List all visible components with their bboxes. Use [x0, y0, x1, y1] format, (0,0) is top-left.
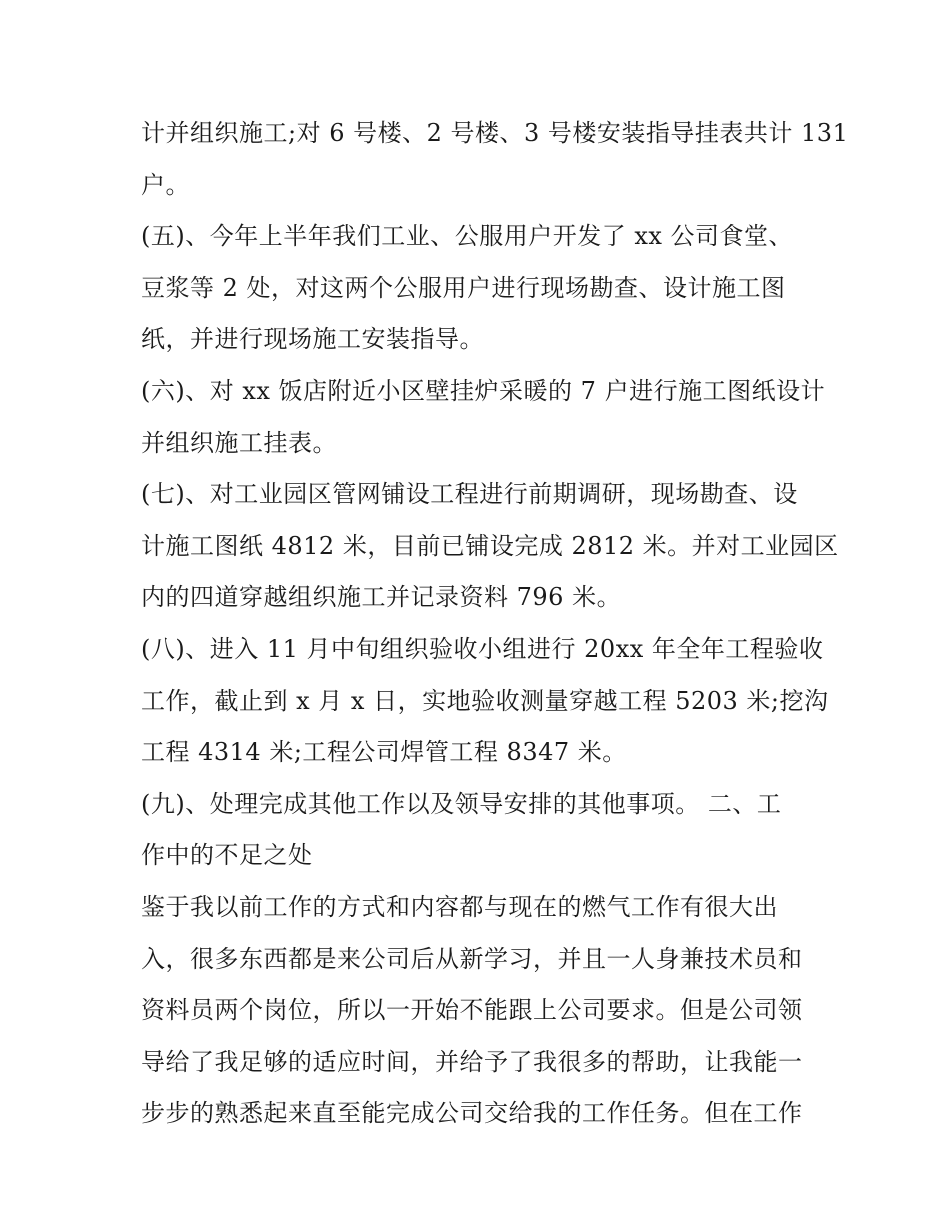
text-line: 鉴于我以前工作的方式和内容都与现在的燃气工作有很大出	[141, 892, 778, 921]
text-line: 计并组织施工;对 6 号楼、2 号楼、3 号楼安装指导挂表共计 131	[141, 119, 849, 147]
text-line: (六)、对 xx 饭店附近小区壁挂炉采暖的 7 户进行施工图纸设计	[141, 376, 826, 405]
text-line: 豆浆等 2 处，对这两个公服用户进行现场勘查、设计施工图	[141, 273, 786, 302]
text-line: 纸，并进行现场施工安装指导。	[141, 325, 484, 354]
text-line: 计施工图纸 4812 米，目前已铺设完成 2812 米。并对工业园区	[141, 531, 839, 560]
text-line: 作中的不足之处	[141, 841, 313, 870]
text-line: 户。	[141, 170, 190, 199]
text-line: (八)、进入 11 月中旬组织验收小组进行 20xx 年全年工程验收	[141, 634, 824, 663]
text-line: 并组织施工挂表。	[141, 428, 337, 457]
text-line: (九)、处理完成其他工作以及领导安排的其他事项。 二、工	[141, 789, 782, 818]
text-line: 内的四道穿越组织施工并记录资料 796 米。	[141, 583, 622, 612]
text-line: 导给了我足够的适应时间，并给予了我很多的帮助，让我能一	[141, 1047, 803, 1076]
text-line: 工作，截止到 x 月 x 日，实地验收测量穿越工程 5203 米;挖沟	[141, 686, 829, 715]
text-line: 资料员两个岗位，所以一开始不能跟上公司要求。但是公司领	[141, 996, 803, 1025]
text-line: (七)、对工业园区管网铺设工程进行前期调研，现场勘查、设	[141, 480, 798, 509]
document-body	[141, 108, 849, 1140]
text-line: 入，很多东西都是来公司后从新学习，并且一人身兼技术员和	[141, 944, 803, 973]
text-line: 工程 4314 米;工程公司焊管工程 8347 米。	[141, 738, 627, 767]
text-line: 步步的熟悉起来直至能完成公司交给我的工作任务。但在工作	[141, 1099, 803, 1128]
text-line: (五)、今年上半年我们工业、公服用户开发了 xx 公司食堂、	[141, 222, 794, 251]
